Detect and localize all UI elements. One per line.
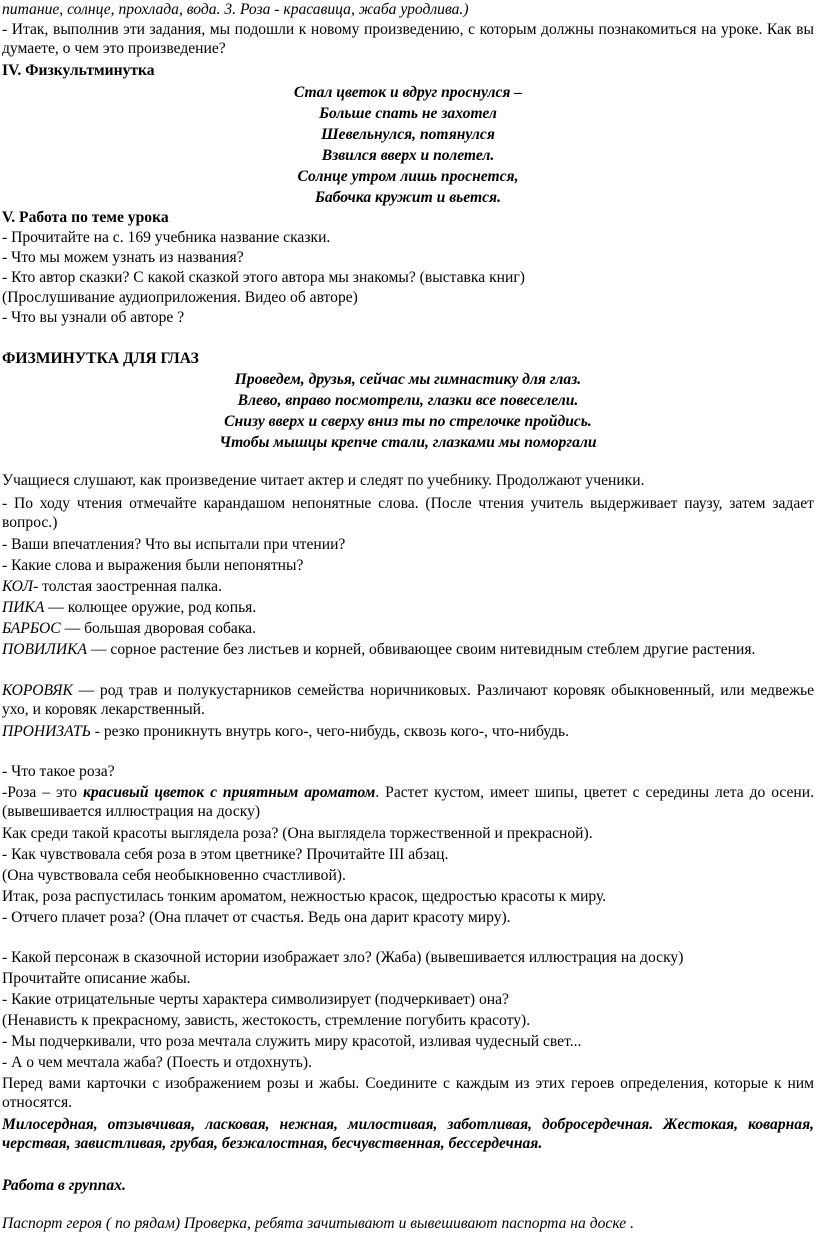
text-line: - Как чувствовала себя роза в этом цветнике? Прочитайте III абзац.: [2, 846, 449, 863]
text-span: . Растет кустом, имеет шипы, цветет с середины лета до осени. (вывешивается иллюстрация на доску): [2, 784, 815, 821]
glossary-term: КОЛ: [2, 578, 34, 595]
glossary-term: КОРОВЯК: [2, 682, 73, 699]
section-heading: IV. Физкультминутка: [2, 62, 155, 79]
text-line: - Отчего плачет роза? (Она плачет от счастья. Ведь она дарит красоту миру).: [2, 909, 511, 926]
glossary-definition: — род трав и полукустарников семейства норичниковых. Различают коровяк обыкновенный, или медвежье ухо, и коровяк лекарственный.: [2, 682, 814, 719]
glossary-entry: [2, 598, 814, 617]
glossary-entry: [2, 619, 814, 638]
glossary-definition: — большая дворовая собака.: [60, 620, 256, 637]
text-line: - Мы подчеркивали, что роза мечтала служить миру красотой, изливая чудесный свет...: [2, 1033, 582, 1050]
text-line: - А о чем мечтала жаба? (Поесть и отдохнуть).: [2, 1054, 312, 1071]
poem-line: Влево, вправо посмотрели, глазки все повеселели.: [237, 392, 579, 409]
text-paragraph: - По ходу чтения отмечайте карандашом непонятные слова. (После чтения учитель выдерживает паузу, затем задает вопрос.): [2, 495, 814, 532]
text-line: - Ваши впечатления? Что вы испытали при чтении?: [2, 536, 346, 553]
text-span: -Роза – это: [2, 784, 83, 801]
poem-line: Шевельнулся, потянулся: [321, 126, 495, 143]
glossary-definition: - толстая заостренная палка.: [33, 578, 222, 595]
poem-line: Снизу вверх и сверху вниз ты по стрелочке пройдись.: [224, 413, 592, 430]
text-line: Учащиеся слушают, как произведение читает актер и следят по учебнику. Продолжают ученики.: [2, 472, 645, 489]
text-line: - Какой персонаж в сказочной истории изображает зло? (Жаба) (вывешивается иллюстрация на доску): [2, 949, 684, 966]
poem-line: Стал цветок и вдруг проснулся –: [293, 84, 523, 101]
poem-line: Проведем, друзья, сейчас мы гимнастику для глаз.: [234, 371, 582, 388]
glossary-term: БАРБОС: [2, 620, 61, 637]
text-line: (Прослушивание аудиоприложения. Видео об авторе): [2, 289, 358, 306]
poem-line: Бабочка кружит и вьется.: [314, 189, 501, 206]
section-heading: Работа в группах.: [2, 1177, 126, 1194]
text-line: Паспорт героя ( по рядам) Проверка, ребята зачитывают и вывешивают паспорта на доске .: [2, 1215, 634, 1232]
glossary-entry: [2, 640, 814, 659]
text-line: - Что мы можем узнать из названия?: [2, 249, 244, 266]
text-line: - Какие слова и выражения были непонятны?: [2, 557, 304, 574]
glossary-definition: — колющее оружие, род копья.: [44, 599, 257, 616]
poem-line: Чтобы мышцы крепче стали, глазками мы поморгали: [219, 434, 597, 451]
text-line: - Что такое роза?: [2, 763, 115, 780]
glossary-term: ПИКА: [2, 599, 45, 616]
text-line: - Какие отрицательные черты характера символизирует (подчеркивает) она?: [2, 991, 509, 1008]
section-heading: ФИЗМИНУТКА ДЛЯ ГЛАЗ: [2, 350, 199, 367]
text-line: - Кто автор сказки? С какой сказкой этого автора мы знакомы? (выставка книг): [2, 269, 525, 286]
text-paragraph: [2, 783, 814, 822]
glossary-entry: [2, 577, 814, 596]
section-heading: V. Работа по теме урока: [2, 209, 169, 226]
text-paragraph: Перед вами карточки с изображением розы и жабы. Соедините с каждым из этих героев определения, которые к ним относятся.: [2, 1075, 814, 1112]
glossary-definition: - резко проникнуть внутрь кого-, чего-нибудь, сквозь кого-, что-нибудь.: [90, 723, 570, 740]
text-paragraph: - Итак, выполнив эти задания, мы подошли к новому произведению, с которым должны познакомиться на уроке. Как вы думаете, о чем это произведение?: [2, 21, 814, 58]
glossary-entry: [2, 722, 814, 741]
emphasis-span: красивый цветок с приятным ароматом: [82, 784, 376, 801]
poem-line: Солнце утром лишь проснется,: [297, 168, 519, 185]
text-line: - Прочитайте на с. 169 учебника название сказки.: [2, 229, 331, 246]
text-line: Прочитайте описание жабы.: [2, 970, 191, 987]
text-line: (Она чувствовала себя необыкновенно счастливой).: [2, 867, 346, 884]
text-line: Как среди такой красоты выглядела роза? (Она выглядела торжественной и прекрасной).: [2, 825, 593, 842]
text-line: (Ненависть к прекрасному, зависть, жестокость, стремление погубить красоту).: [2, 1012, 531, 1029]
text-line: питание, солнце, прохлада, вода. 3. Роза - красавица, жаба уродлива.): [2, 1, 469, 18]
poem-line: Взвился вверх и полетел.: [321, 147, 495, 164]
glossary-term: ПОВИЛИКА: [2, 641, 88, 658]
glossary-definition: — сорное растение без листьев и корней, обвивающее своим нитевидным стеблем другие растения.: [87, 641, 756, 658]
text-line: Итак, роза распустилась тонким ароматом, нежностью красок, щедростью красоты к миру.: [2, 888, 607, 905]
adjectives-paragraph: Милосердная, отзывчивая, ласковая, нежная, милостивая, заботливая, добросердечная. Жестокая, коварная, черствая, завистливая, грубая, безжалостная, бесчувственная, бессердечная.: [2, 1116, 814, 1153]
text-line: - Что вы узнали об авторе ?: [2, 309, 185, 326]
glossary-term: ПРОНИЗАТЬ: [2, 723, 91, 740]
poem-line: Больше спать не захотел: [319, 105, 497, 122]
glossary-entry: [2, 681, 814, 720]
